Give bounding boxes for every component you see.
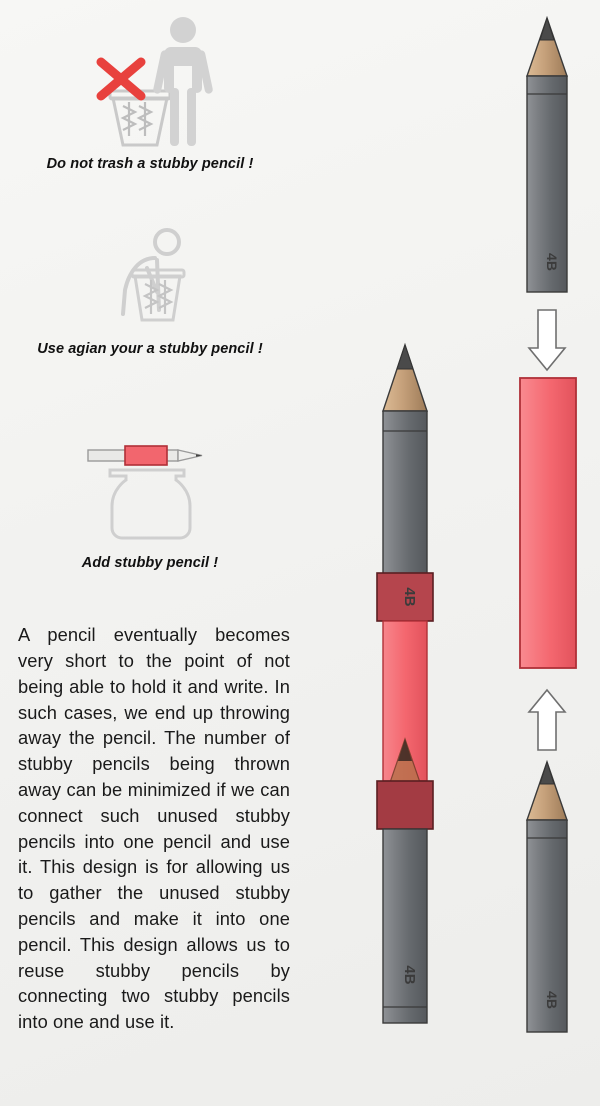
pencil-grade-label: 4B [401,965,418,985]
combined-pencil-illustration [355,335,465,1040]
caption-use-again: Use agian your a stubby pencil ! [37,341,263,357]
svg-text:4B: 4B [544,991,560,1009]
arrow-up-icon [529,690,565,750]
stubby-pencil-bottom [527,762,567,1032]
stubby-pencil-top [527,18,567,292]
caption-do-not-trash: Do not trash a stubby pencil ! [46,156,254,172]
pencil-body-lower [383,829,427,1023]
jar-icon [110,470,190,538]
connector-band-lower [377,781,433,829]
arrow-down-icon [529,310,565,370]
pencil-body-upper [383,411,427,575]
pencil-grade-label: 4B [401,587,418,607]
add-stubby-illustration [70,430,230,545]
caption-add-stubby: Add stubby pencil ! [81,555,219,571]
pencil-tip-top [383,345,427,411]
svg-text:4B: 4B [544,253,560,271]
red-connector-icon [125,446,167,465]
do-not-trash-illustration [85,10,215,155]
assembly-sequence-illustration [505,10,600,1045]
body-paragraph: A pencil eventually becomes very short to the point of not being able to hold it and write. In such cases, we end up throwing away the pencil. The number of stubby pencils being thrown away can be minimized if we can connect such unused stubby pencils into one pencil and use it. This design is for allowing us to gather the unused stubby pencils and make it into one pencil. This design allows us to reuse stubby pencils by connecting two stubby pencils into one and use it. [18,624,290,1033]
stubby-pencils-in-bin-icon [123,102,151,136]
red-connector-tube [520,378,576,668]
use-again-illustration [95,228,215,333]
